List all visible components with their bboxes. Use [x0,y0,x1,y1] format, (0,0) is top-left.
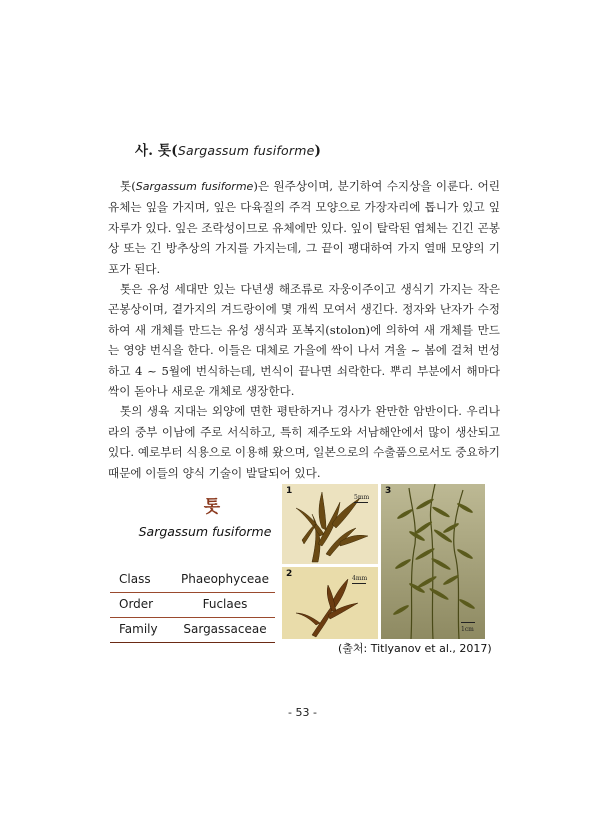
scale-label: 1cm [461,626,474,633]
taxonomy-row [110,618,275,643]
scale-label: 5mm [354,494,370,501]
taxonomy-row [110,593,275,618]
taxonomy-row [110,568,275,593]
scale-bar [461,622,475,623]
seaweed-photo-2 [282,567,378,639]
paragraph-2: 톳은 유성 세대만 있는 다년생 해조류로 자웅이주이고 생식기 가지는 작은 곤봉상이며, 곁가지의 겨드랑이에 몇 개씩 모여서 생긴다. 정자와 난자가 수정하여 새 개체를 만드는 유성 생식과 포복지(stolon)에 의하여 새 개체를 만드는 영양 번식을 한다. 이들은 대체로 가을에 싹이 나서 겨울 ~ 봄에 걸쳐 번성하고 4 ~ 5월에 번식하는데, 번식이 끝나면 쇠락한다. 뿌리 부분에서 해마다 싹이 돋아나 새로운 개체로 생장한다. [108,282,500,399]
photo-number: 2 [286,569,293,579]
seaweed-drawing-3 [381,484,485,639]
taxonomy-rank: Family [119,622,158,636]
photo-number: 1 [286,486,293,496]
paragraph-3: 톳의 생육 지대는 외양에 면한 평탄하거나 경사가 완만한 암반이다. 우리나라의 중부 이남에 주로 서식하고, 특히 제주도와 서남해안에서 많이 생산되고 있다. 예로부터 식용으로 이용해 왔으며, 일본으로의 수출품으로서도 중요하기 때문에 이들의 양식 기술이 발달되어 있다. [108,404,500,480]
taxonomy-table [110,568,275,643]
scale-bar [352,583,366,584]
heading-prefix: 사. 톳( [135,143,178,159]
taxonomy-value: Fuclaes [202,597,248,611]
scale-bar [354,502,368,503]
paragraph-1 [108,176,500,279]
taxonomy-rank: Order [119,597,154,611]
taxonomy-rank: Class [119,572,151,586]
scale-label: 4mm [352,575,368,582]
seaweed-photo-3 [381,484,485,639]
paragraph-1-rest: )은 원주상이며, 분기하여 수지상을 이룬다. 어린 유체는 잎을 가지며, 잎은 다육질의 주걱 모양으로 가장자리에 톱니가 있고 잎자루가 있다. 잎은 조락성이므로 유체에만 있다. 잎이 탈락된 엽체는 긴긴 곤봉상 또는 긴 방추상의 가지를 가지는데, 그 끝이 팽대하여 가지 열매 모양의 기포가 된다. [108,179,500,276]
paragraph-1-scientific-name: Sargassum fusiforme [135,180,254,193]
species-figure [110,482,496,657]
section-heading [135,139,321,159]
photo-number: 3 [385,486,392,496]
taxonomy-value: Phaeophyceae [181,572,269,586]
image-credit: (출처: Titlyanov et al., 2017) [338,642,492,655]
species-korean-name: 톳 [203,497,221,517]
heading-suffix: ) [314,143,322,159]
page-number: - 53 - [288,706,317,719]
body-text [108,176,500,483]
species-scientific-name: Sargassum fusiforme [138,524,272,539]
seaweed-photo-1 [282,484,378,564]
paragraph-1-lead: 톳( [120,179,136,193]
heading-scientific-name: Sargassum fusiforme [177,143,315,158]
taxonomy-value: Sargassaceae [183,622,267,636]
